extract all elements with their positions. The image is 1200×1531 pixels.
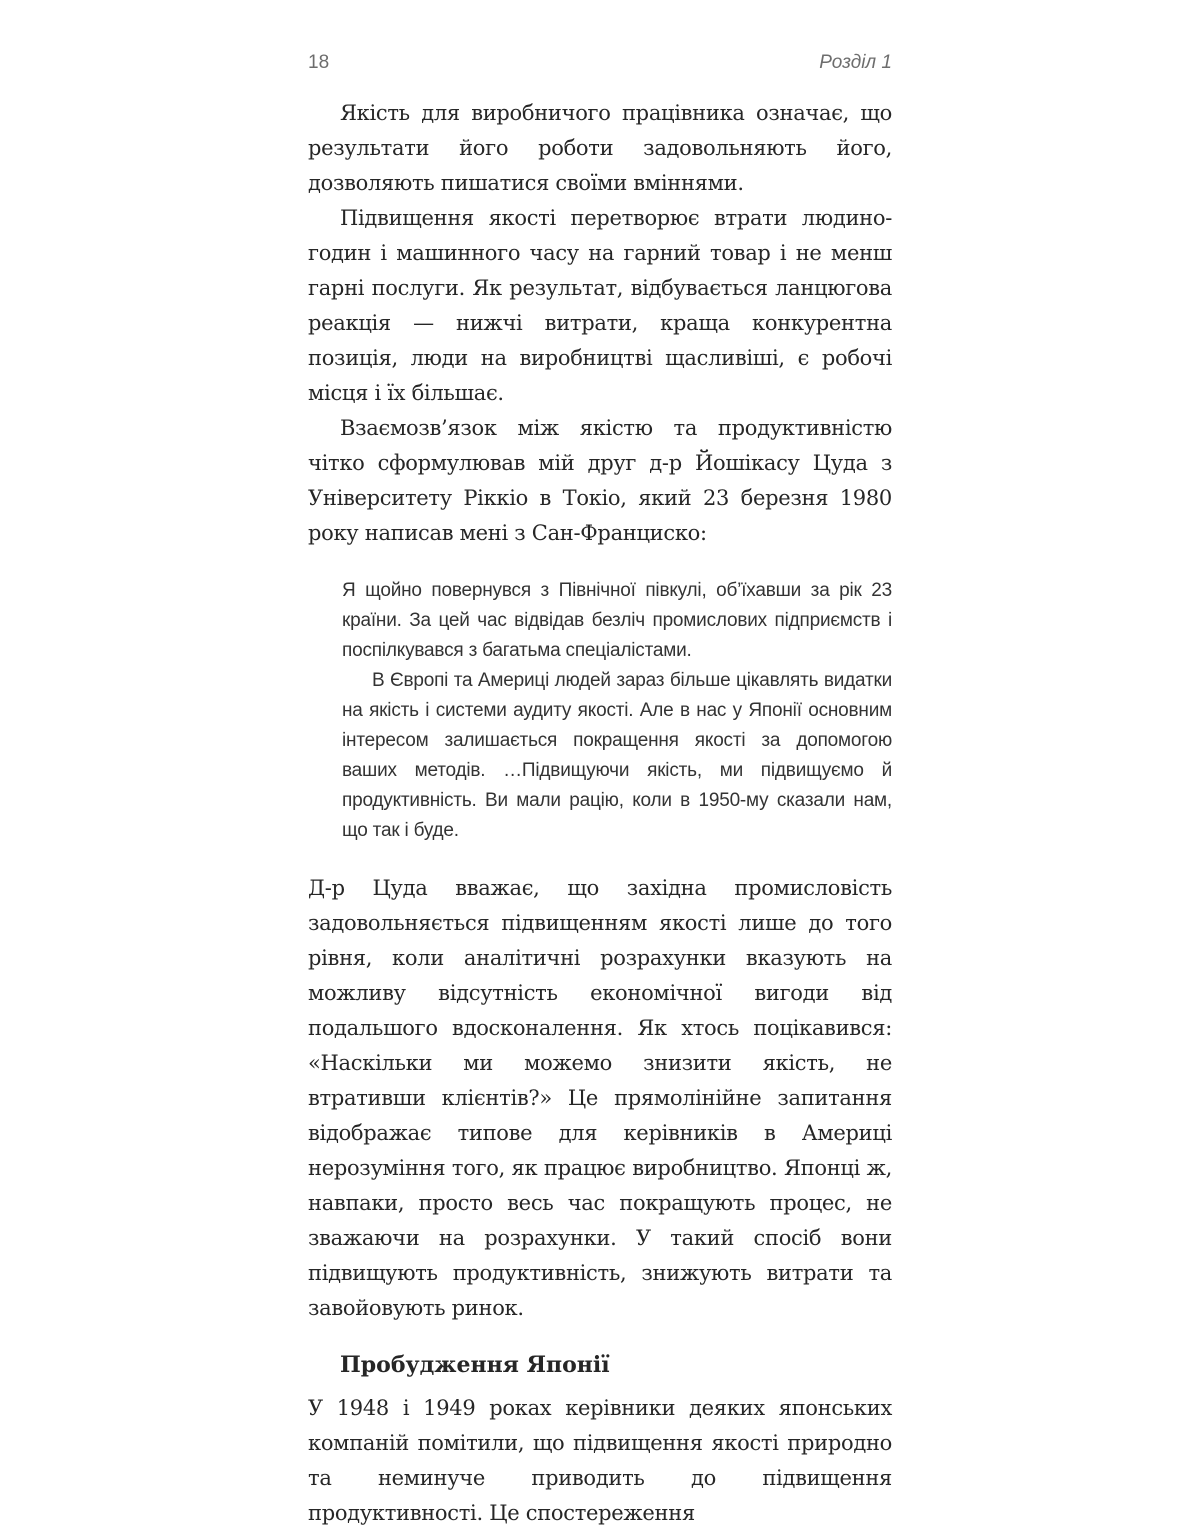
paragraph-quality-for-worker: Якість для виробничого працівника означає, що результати його роботи задовольняють його, дозволяють пишатися своїми вміннями. — [308, 101, 892, 195]
quote-paragraph-2: В Європі та Америці людей зараз більше цікавлять видатки на якість і системи аудиту якості. Але в нас у Японії основним інтересом залишається покращення якості за допомогою ваших методів. …Підвищуючи якість, ми підвищуємо й продуктивність. Ви мали рацію, коли в 1950-му сказали нам, що так і буде. — [342, 670, 892, 841]
page-number: 18 — [308, 52, 330, 73]
paragraph-tsuda-intro: Взаємозв’язок між якістю та продуктивністю чітко сформулював мій друг д-р Йошікасу Цуда з Університету Ріккіо в Токіо, який 23 березня 1980 року написав мені з Сан-Франциско: — [308, 416, 892, 545]
paragraph-japan-1948-1949: У 1948 і 1949 роках керівники деяких японських компаній помітили, що підвищення якості природно та неминуче приводить до підвищення продуктивності. Це спостереження — [308, 1396, 892, 1525]
section-heading-japan-awakening: Пробудження Японії — [340, 1352, 610, 1378]
paragraph-tsuda-opinion: Д-р Цуда вважає, що західна промисловість задовольняється підвищенням якості лише до того рівня, коли аналітичні розрахунки вказують на можливу відсутність економічної вигоди від подальшого вдосконалення. Як хтось поцікавився: «Наскільки ми можемо знизити якість, не втративши клієнтів?» Це прямолінійне запитання відображає типове для керівників в Америці нерозуміння того, як працює виробництво. Японці ж, навпаки, просто весь час покращують процес, не зважаючи на розрахунки. У такий спосіб вони підвищують продуктивність, знижують витрати та завойовують ринок. — [308, 876, 892, 1320]
paragraph-quality-chain-reaction: Підвищення якості перетворює втрати людино-годин і машинного часу на гарний товар і не менш гарні послуги. Як результат, відбувається ланцюгова реакція — нижчі витрати, краща конкурентна позиція, люди на виробництві щасливіші, є робочі місця і їх більшає. — [308, 206, 892, 405]
text-column — [308, 52, 892, 1531]
quote-paragraph-1: Я щойно повернувся з Північної півкулі, об’їхавши за рік 23 країни. За цей час відвідав безліч промислових підприємств і поспілкувався з багатьма спеціалістами. — [342, 580, 892, 661]
running-header — [308, 52, 892, 74]
tsuda-letter-blockquote — [342, 576, 892, 846]
chapter-running-head: Розділ 1 — [819, 52, 892, 73]
